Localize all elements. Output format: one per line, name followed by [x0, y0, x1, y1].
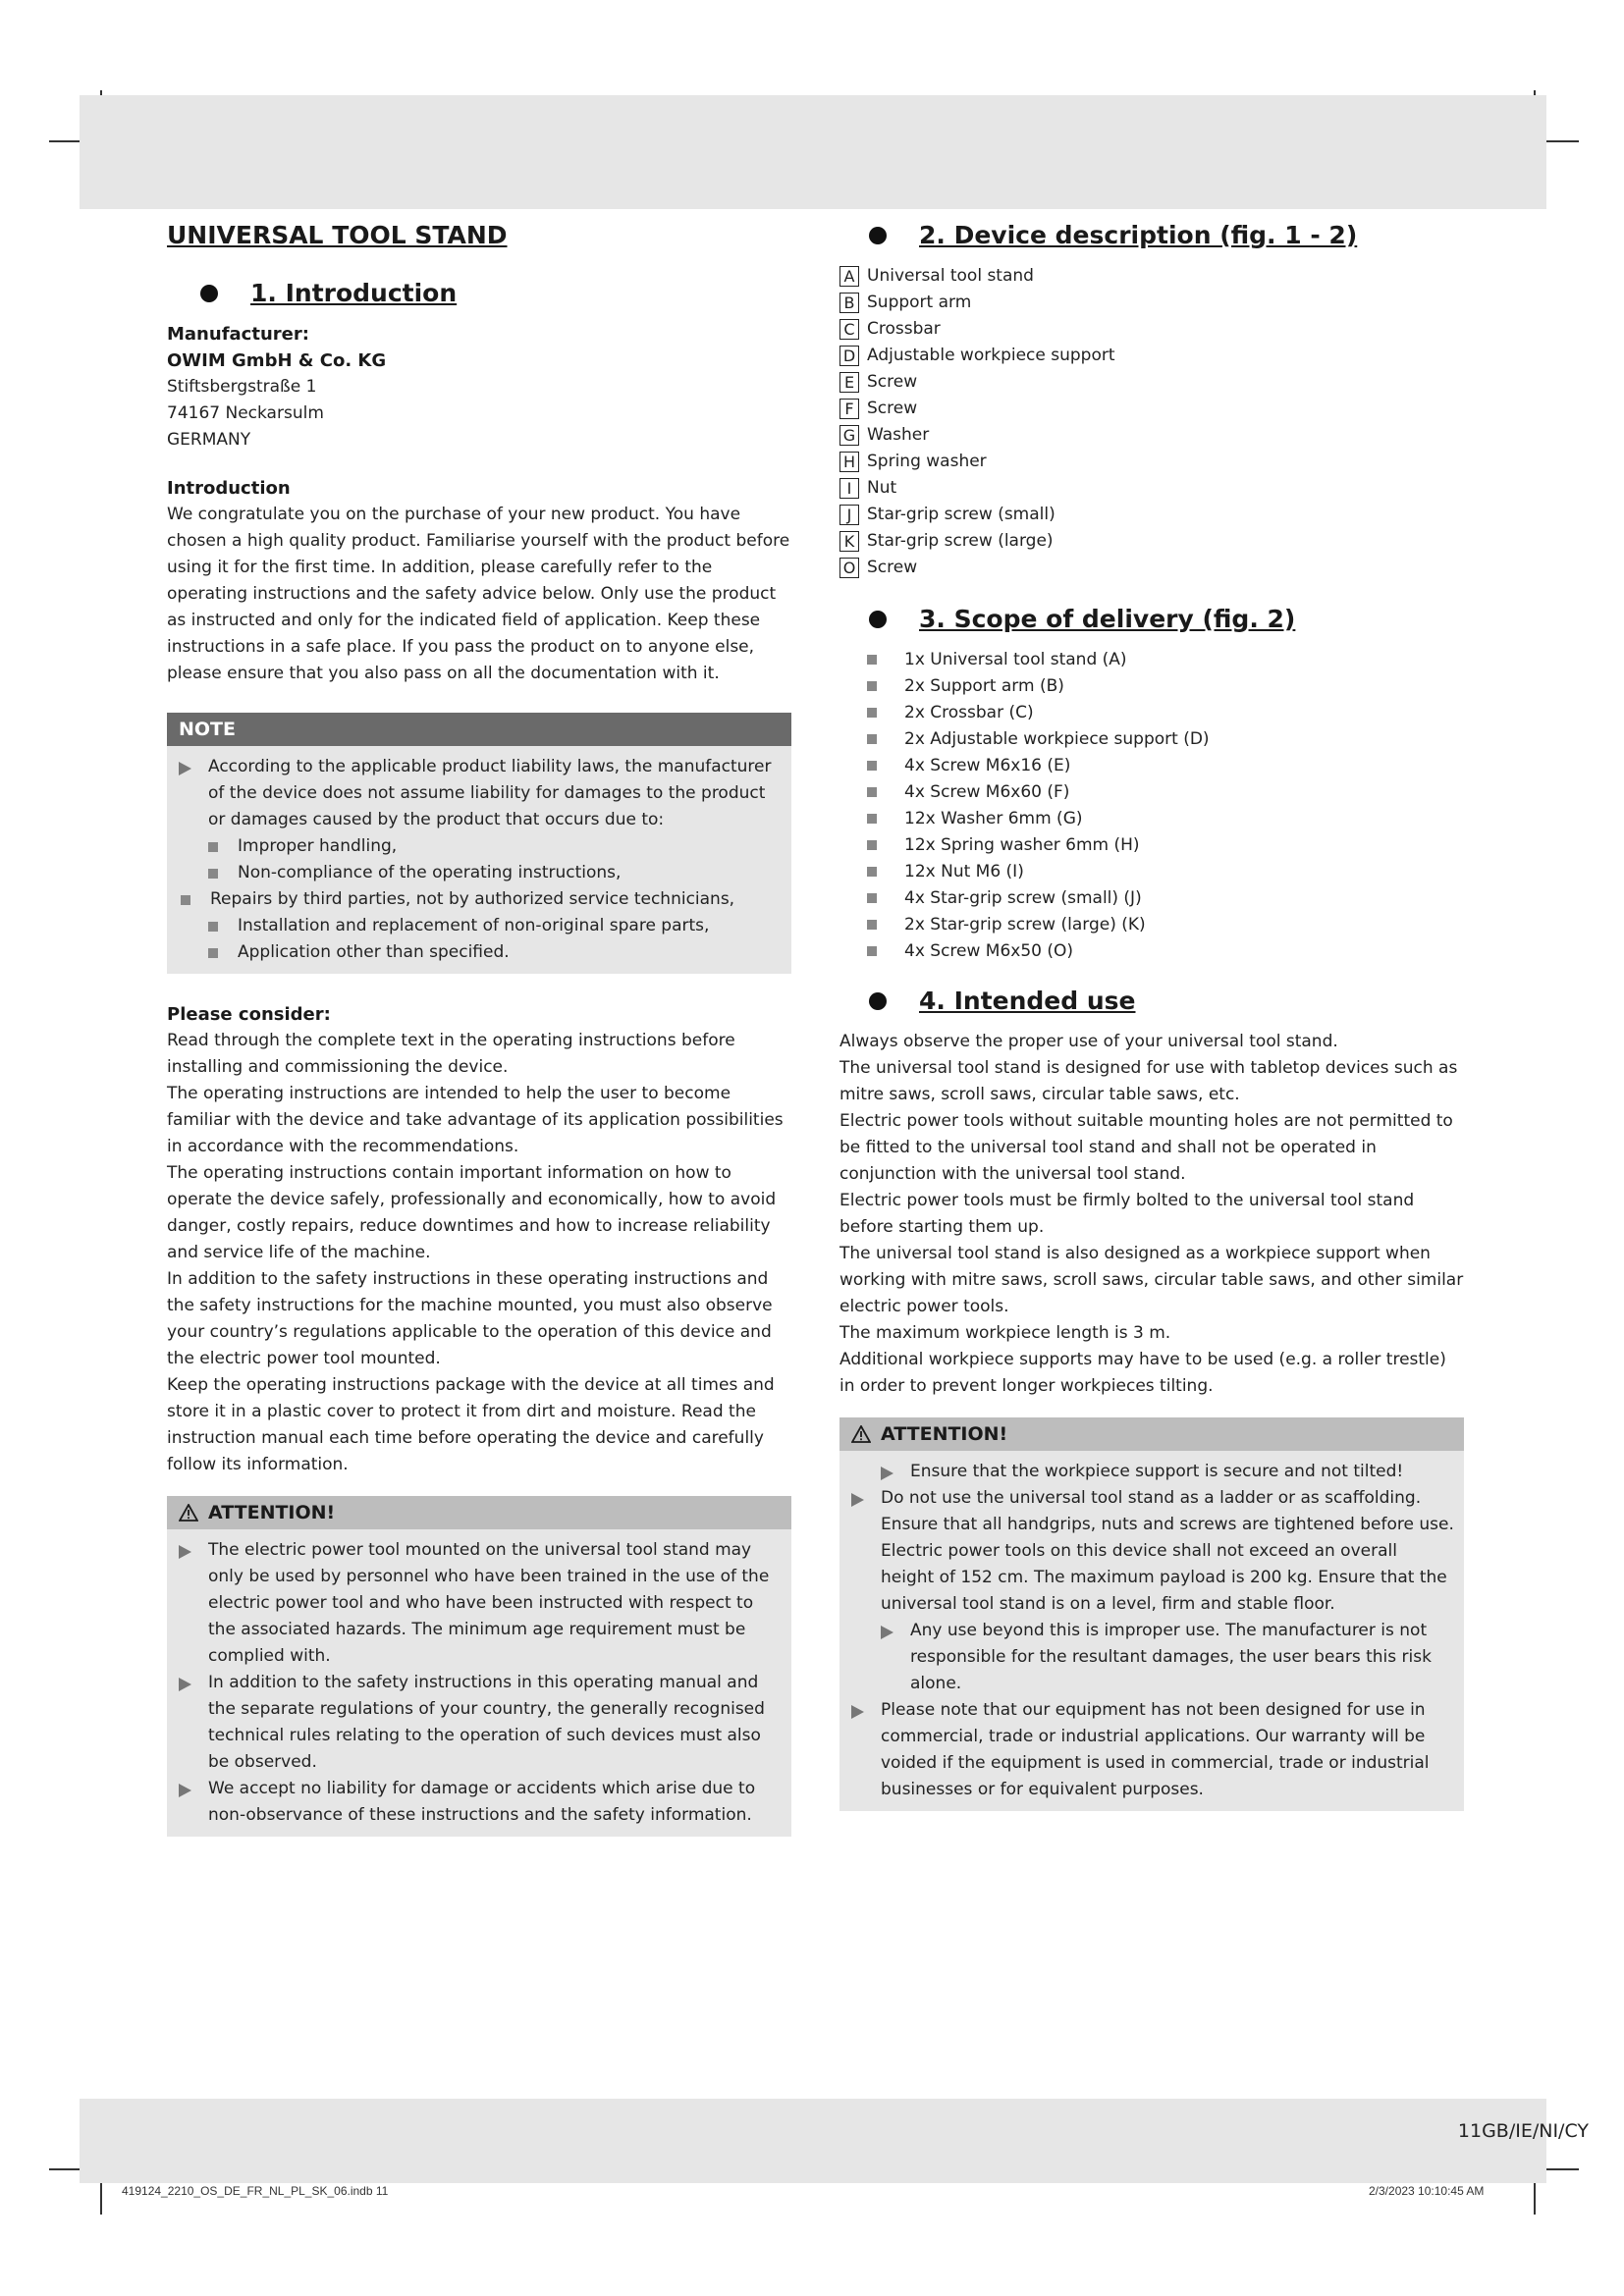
bullet-icon — [200, 285, 218, 302]
arrow-bullet-icon — [881, 1626, 893, 1639]
note-label: NOTE — [167, 713, 791, 746]
footer-timestamp: 2/3/2023 10:10:45 AM — [1369, 2184, 1485, 2198]
introduction-text: We congratulate you on the purchase of your new product. You have chosen a high quality product. Familiarise yourself with the product before using it for the first time. In addition, please carefully refer to the operating instructions and the safety advice below. Only use the product as instructed and only for the indicated field of application. Keep these instructions in a safe place. If you pass the product on to anyone else, please ensure that you also pass on all the documentation with it. — [167, 505, 790, 683]
section-heading-intended-use: 4. Intended use — [839, 987, 1464, 1015]
square-bullet-icon — [181, 895, 190, 905]
consider-paragraph: The operating instructions are intended to help the user to become familiar with the device and take advantage of its application possibilities in accordance with the recommendations. — [167, 1084, 784, 1156]
delivery-item: 4x Star-grip screw (small) (J) — [839, 885, 1464, 912]
attention-box-left — [167, 1496, 791, 1837]
note-subitem: Improper handling, — [179, 833, 782, 860]
introduction-subheading: Introduction — [167, 478, 291, 499]
square-bullet-icon — [867, 893, 877, 903]
attention-header: ATTENTION! — [839, 1417, 1464, 1451]
square-bullet-icon — [867, 867, 877, 877]
address-line: GERMANY — [167, 430, 251, 450]
page-number: 11GB/IE/NI/CY — [1457, 2120, 1589, 2142]
section-heading-scope-of-delivery: 3. Scope of delivery (fig. 2) — [839, 605, 1464, 633]
intended-use-paragraph: Electric power tools must be firmly bolted to the universal tool stand before starting them up. — [839, 1191, 1415, 1237]
section-heading-introduction: 1. Introduction — [167, 279, 791, 307]
delivery-item: 12x Nut M6 (I) — [839, 859, 1464, 885]
arrow-bullet-icon — [851, 1705, 864, 1719]
manufacturer-label: Manufacturer: — [167, 324, 309, 345]
intended-use-paragraph: Additional workpiece supports may have to be used (e.g. a roller trestle) in order to prevent longer workpieces tilting. — [839, 1350, 1446, 1396]
square-bullet-icon — [208, 869, 218, 879]
attention-item: We accept no liability for damage or accidents which arise due to non-observance of these instructions and the safety information. — [179, 1776, 782, 1829]
attention-item: Ensure that the workpiece support is secure and not tilted! — [851, 1459, 1454, 1485]
delivery-item: 1x Universal tool stand (A) — [839, 647, 1464, 673]
note-subitem: Non-compliance of the operating instructions, — [179, 860, 782, 886]
delivery-item: 4x Screw M6x16 (E) — [839, 753, 1464, 779]
square-bullet-icon — [867, 840, 877, 850]
square-bullet-icon — [867, 761, 877, 771]
address-line: 74167 Neckarsulm — [167, 403, 324, 423]
arrow-bullet-icon — [179, 1678, 191, 1691]
square-bullet-icon — [867, 946, 877, 956]
footer-filename: 419124_2210_OS_DE_FR_NL_PL_SK_06.indb 11 — [122, 2184, 389, 2198]
crop-mark — [1543, 2168, 1579, 2170]
arrow-bullet-icon — [881, 1467, 893, 1480]
note-item: According to the applicable product liability laws, the manufacturer of the device does not assume liability for damages to the product or damages caused by the product that occurs due to: — [179, 754, 782, 833]
intended-use-paragraph: The universal tool stand is designed for use with tabletop devices such as mitre saws, scroll saws, circular table saws, etc. — [839, 1058, 1458, 1104]
consider-heading: Please consider: — [167, 1004, 331, 1025]
address-line: Stiftsbergstraße 1 — [167, 377, 317, 397]
intended-use-paragraph: Always observe the proper use of your universal tool stand. — [839, 1032, 1338, 1051]
intended-use-paragraph: The maximum workpiece length is 3 m. — [839, 1323, 1171, 1343]
document-title: UNIVERSAL TOOL STAND — [167, 221, 508, 249]
bullet-icon — [869, 227, 887, 244]
note-subitem: Application other than specified. — [179, 939, 782, 966]
attention-header: ATTENTION! — [167, 1496, 791, 1529]
square-bullet-icon — [867, 708, 877, 718]
square-bullet-icon — [208, 922, 218, 932]
arrow-bullet-icon — [851, 1493, 864, 1507]
left-column — [167, 221, 791, 1837]
delivery-item: 2x Crossbar (C) — [839, 700, 1464, 726]
arrow-bullet-icon — [179, 1545, 191, 1559]
crop-mark — [100, 2181, 102, 2215]
delivery-item: 12x Washer 6mm (G) — [839, 806, 1464, 832]
part-item: F Screw — [839, 396, 1464, 422]
square-bullet-icon — [867, 681, 877, 691]
delivery-item: 4x Screw M6x60 (F) — [839, 779, 1464, 806]
part-item: H Spring washer — [839, 449, 1464, 475]
warning-icon — [179, 1504, 198, 1522]
attention-item: The electric power tool mounted on the universal tool stand may only be used by personnel who have been trained in the use of the electric power tool and who have been instructed with respect to the associated hazards. The minimum age requirement must be complied with. — [179, 1537, 782, 1670]
attention-box-right — [839, 1417, 1464, 1811]
part-item: C Crossbar — [839, 316, 1464, 343]
right-column — [839, 221, 1464, 1811]
attention-item: Please note that our equipment has not been designed for use in commercial, trade or industrial applications. Our warranty will be voided if the equipment is used in commercial, trade or industrial businesses or for equivalent purposes. — [851, 1697, 1454, 1803]
note-subitem: Repairs by third parties, not by authorized service technicians, — [179, 886, 782, 913]
delivery-item: 2x Support arm (B) — [839, 673, 1464, 700]
part-item: D Adjustable workpiece support — [839, 343, 1464, 369]
device-parts-list — [839, 263, 1464, 581]
warning-icon — [851, 1425, 871, 1443]
attention-item: Do not use the universal tool stand as a ladder or as scaffolding. Ensure that all handgrips, nuts and screws are tightened before use. Electric power tools on this device shall not exceed an overall height of 152 cm. The maximum payload is 200 kg. Ensure that the universal tool stand is on a level, firm and stable floor. — [851, 1485, 1454, 1618]
crop-mark — [1543, 140, 1579, 142]
header-band — [80, 95, 1546, 209]
square-bullet-icon — [867, 734, 877, 744]
manufacturer-company: OWIM GmbH & Co. KG — [167, 350, 387, 371]
square-bullet-icon — [867, 814, 877, 824]
delivery-item: 2x Adjustable workpiece support (D) — [839, 726, 1464, 753]
footer-band — [80, 2099, 1546, 2183]
attention-item: In addition to the safety instructions in this operating manual and the separate regulations of your country, the generally recognised technical rules relating to the operation of such devices must also be observed. — [179, 1670, 782, 1776]
crop-mark — [1534, 2181, 1536, 2215]
note-box — [167, 713, 791, 974]
delivery-item: 2x Star-grip screw (large) (K) — [839, 912, 1464, 938]
square-bullet-icon — [867, 920, 877, 930]
consider-paragraph: Keep the operating instructions package with the device at all times and store it in a plastic cover to protect it from dirt and moisture. Read the instruction manual each time before operating the device and carefully follow its information. — [167, 1375, 775, 1474]
part-item: A Universal tool stand — [839, 263, 1464, 290]
square-bullet-icon — [208, 948, 218, 958]
delivery-item: 4x Screw M6x50 (O) — [839, 938, 1464, 965]
intended-use-paragraph: The universal tool stand is also designed as a workpiece support when working with mitre saws, scroll saws, circular table saws, and other similar electric power tools. — [839, 1244, 1464, 1316]
section-heading-device-description: 2. Device description (fig. 1 - 2) — [839, 221, 1464, 249]
square-bullet-icon — [208, 842, 218, 852]
consider-paragraph: In addition to the safety instructions in these operating instructions and the safety instructions for the machine mounted, you must also observe your country’s regulations applicable to the operation of this device and the electric power tool mounted. — [167, 1269, 773, 1368]
bullet-icon — [869, 611, 887, 628]
intended-use-paragraph: Electric power tools without suitable mounting holes are not permitted to be fitted to the universal tool stand and shall not be operated in conjunction with the universal tool stand. — [839, 1111, 1453, 1184]
part-item: J Star-grip screw (small) — [839, 502, 1464, 528]
part-item: K Star-grip screw (large) — [839, 528, 1464, 555]
consider-paragraph: Read through the complete text in the operating instructions before installing and commissioning the device. — [167, 1031, 735, 1077]
square-bullet-icon — [867, 655, 877, 665]
part-item: O Screw — [839, 555, 1464, 581]
note-subitem: Installation and replacement of non-original spare parts, — [179, 913, 782, 939]
delivery-item: 12x Spring washer 6mm (H) — [839, 832, 1464, 859]
part-item: I Nut — [839, 475, 1464, 502]
arrow-bullet-icon — [179, 762, 191, 775]
arrow-bullet-icon — [179, 1784, 191, 1797]
attention-item: Any use beyond this is improper use. The manufacturer is not responsible for the resultant damages, the user bears this risk alone. — [851, 1618, 1454, 1697]
delivery-list — [839, 647, 1464, 965]
part-item: G Washer — [839, 422, 1464, 449]
part-item: B Support arm — [839, 290, 1464, 316]
part-item: E Screw — [839, 369, 1464, 396]
square-bullet-icon — [867, 787, 877, 797]
consider-paragraph: The operating instructions contain important information on how to operate the device safely, professionally and economically, how to avoid danger, costly repairs, reduce downtimes and how to increase reliability and service life of the machine. — [167, 1163, 777, 1262]
bullet-icon — [869, 992, 887, 1010]
